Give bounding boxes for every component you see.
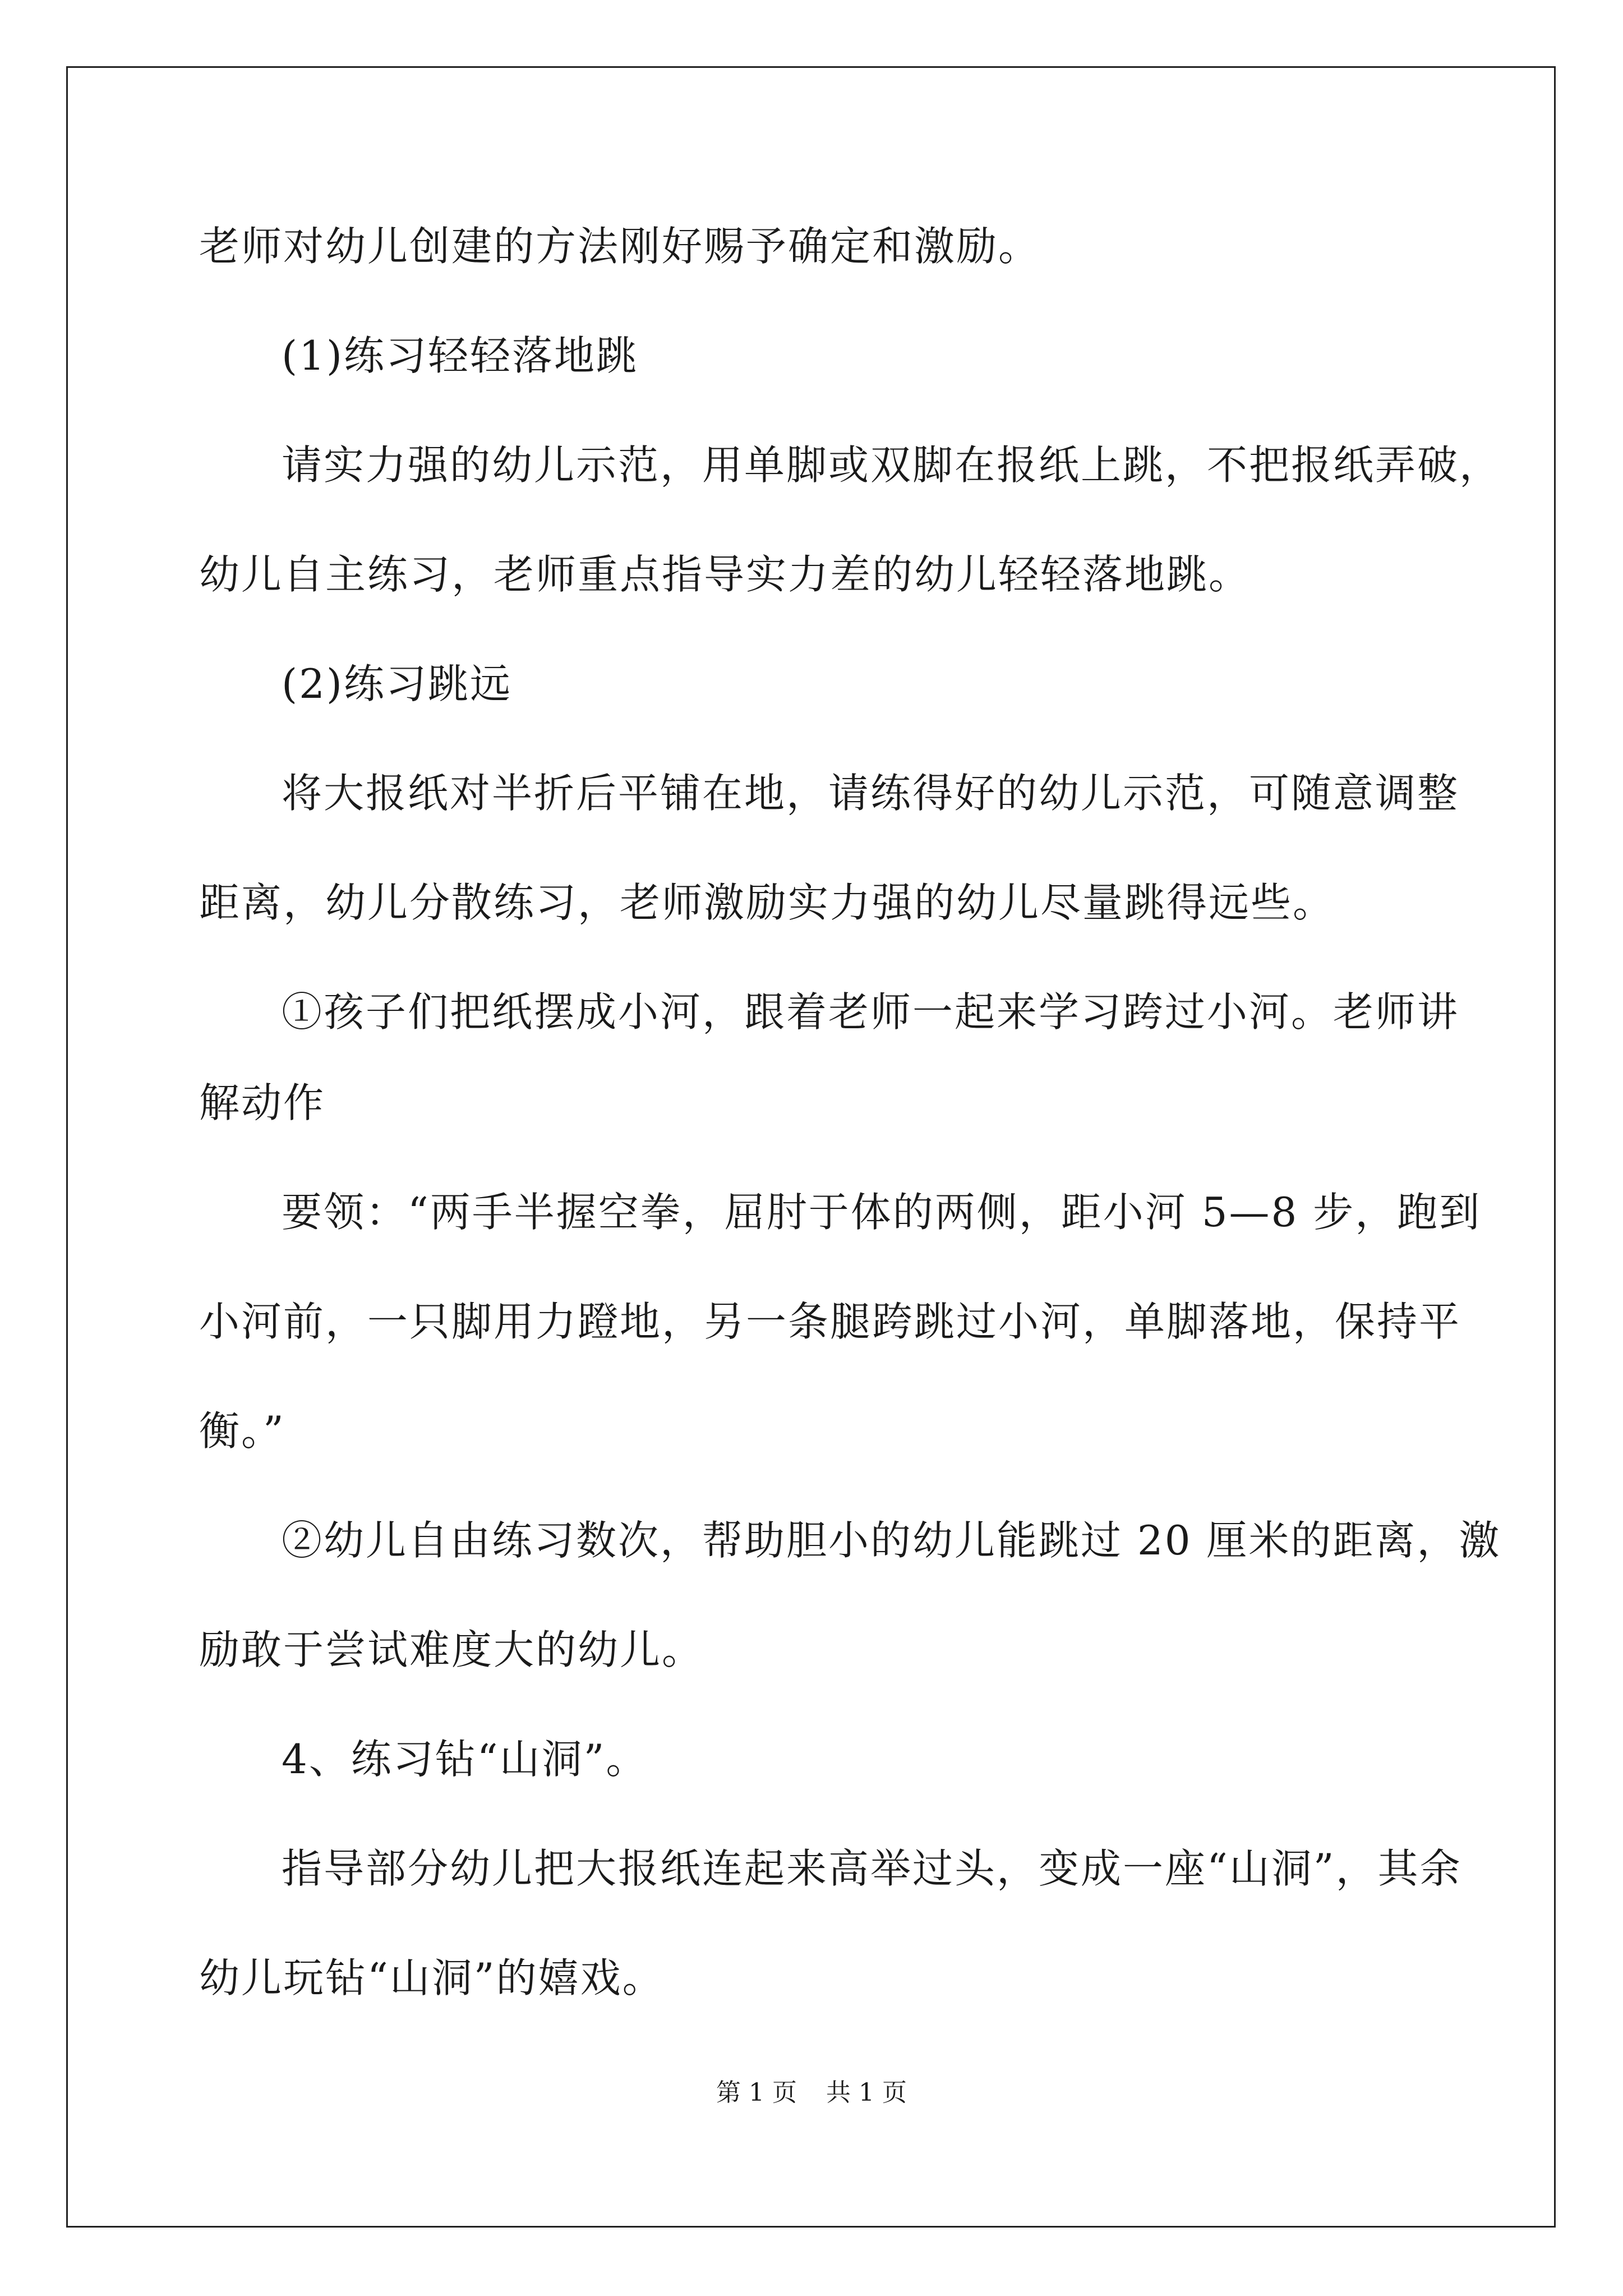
text-line: 幼儿自主练习，老师重点指导实力差的幼儿轻轻落地跳。	[199, 551, 1251, 598]
text-line: 要领：“两手半握空拳，屈肘于体的两侧，距小河 5—8 步，跑到	[282, 1189, 1482, 1236]
text-line: 距离，幼儿分散练习，老师激励实力强的幼儿尽量跳得远些。	[199, 879, 1335, 926]
text-line: ①孩子们把纸摆成小河，跟着老师一起来学习跨过小河。老师讲	[282, 988, 1460, 1036]
page-border	[66, 66, 1556, 2228]
text-line: (1)练习轻轻落地跳	[282, 332, 638, 379]
page-number: 第 1 页	[716, 2078, 797, 2107]
text-line: 幼儿玩钻“山洞”的嬉戏。	[199, 1954, 665, 2001]
text-line: 请实力强的幼儿示范，用单脚或双脚在报纸上跳，不把报纸弄破，	[282, 441, 1502, 489]
text-line: 将大报纸对半折后平铺在地，请练得好的幼儿示范，可随意调整	[282, 770, 1460, 817]
text-line: 老师对幼儿创建的方法刚好赐予确定和激励。	[199, 223, 1041, 270]
text-line: ②幼儿自由练习数次，帮助胆小的幼儿能跳过 20 厘米的距离，激	[282, 1517, 1501, 1564]
text-line: 4、练习钻“山洞”。	[282, 1736, 648, 1783]
page-footer	[0, 2078, 1623, 2108]
text-line: 小河前，一只脚用力蹬地，另一条腿跨跳过小河，单脚落地，保持平	[199, 1298, 1461, 1345]
page-total: 共 1 页	[826, 2078, 907, 2107]
text-line: (2)练习跳远	[282, 660, 512, 707]
text-line: 励敢于尝试难度大的幼儿。	[199, 1626, 704, 1673]
text-line: 解动作	[199, 1079, 326, 1126]
text-line: 衡。”	[199, 1407, 285, 1455]
text-line: 指导部分幼儿把大报纸连起来高举过头，变成一座“山洞”，其余	[282, 1845, 1462, 1892]
